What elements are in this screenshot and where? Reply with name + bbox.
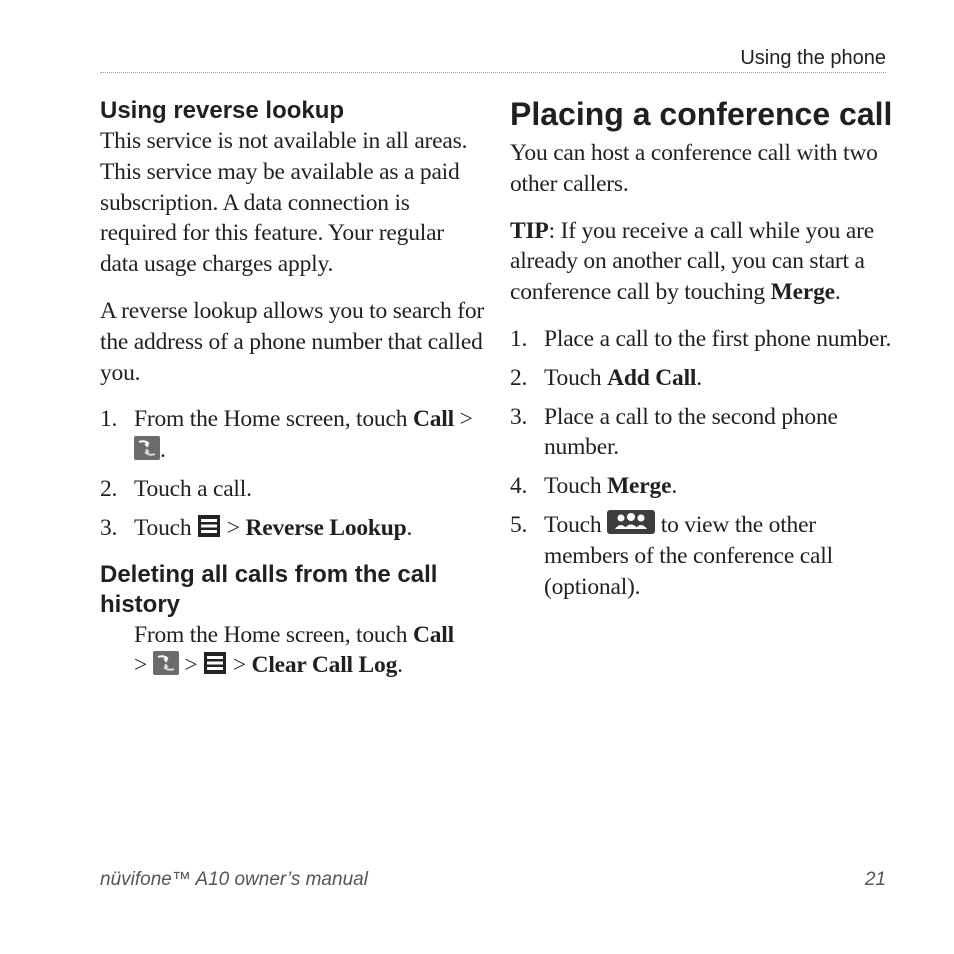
list-item: [510, 324, 895, 355]
step-number: 1.: [100, 406, 118, 433]
step-text: Touch: [134, 514, 198, 541]
conference-intro: You can host a conference call with two other callers.: [510, 140, 878, 197]
step-number: 2.: [100, 475, 118, 502]
step-text: Touch: [544, 511, 608, 538]
reverse-lookup-label: Reverse Lookup: [245, 514, 407, 541]
list-item: [100, 513, 485, 544]
step-text: Place a call to the second phone number.: [544, 403, 838, 461]
punctuation: .: [160, 437, 166, 464]
step-text: Touch: [544, 473, 608, 500]
merge-label: Merge: [770, 279, 835, 306]
reverse-lookup-steps: [100, 404, 485, 543]
punctuation: .: [406, 514, 413, 541]
right-column: [510, 96, 895, 618]
list-item: [100, 404, 485, 466]
call-history-icon: [153, 651, 179, 675]
merge-label: Merge: [607, 473, 672, 500]
clear-call-log-label: Clear Call Log: [251, 652, 398, 679]
reverse-lookup-description: A reverse lookup allows you to search for the address of a phone number that called you.: [100, 297, 485, 386]
step-number: 3.: [510, 403, 528, 430]
running-header: Using the phone: [740, 47, 886, 69]
punctuation: .: [834, 279, 841, 306]
conference-call-heading: Placing a conference call: [510, 96, 893, 132]
step-text: Touch: [544, 364, 608, 391]
list-item: [100, 474, 485, 505]
delete-history-heading: Deleting all calls from the call history: [100, 560, 438, 618]
reverse-lookup-heading: Using reverse lookup: [100, 97, 345, 124]
call-label: Call: [412, 406, 454, 433]
menu-icon: [197, 514, 221, 538]
punctuation: .: [397, 652, 403, 679]
manual-title: nüvifone™ A10 owner’s manual: [100, 869, 368, 890]
list-item: [510, 471, 895, 502]
step-number: 3.: [100, 514, 118, 541]
step-text: Touch a call.: [134, 475, 252, 502]
separator: >: [134, 652, 153, 679]
tip-text: : If you receive a call while you are already on another call, you can start a conference call by touching: [510, 217, 874, 306]
tip-label: TIP: [510, 217, 549, 244]
step-text: From the Home screen, touch: [134, 621, 413, 648]
tip-paragraph: [510, 216, 895, 308]
step-text: Place a call to the first phone number.: [544, 325, 892, 352]
separator: >: [221, 514, 246, 541]
list-item: [510, 510, 895, 602]
list-item: [510, 402, 895, 464]
punctuation: .: [671, 473, 677, 500]
header-divider: [100, 72, 886, 73]
separator: >: [453, 406, 473, 433]
list-item: [510, 363, 895, 394]
reverse-lookup-availability-text: This service is not available in all areas. This service may be available as a paid subscription. A data connection is required for this feature. Your regular data usage charges apply.: [100, 128, 468, 278]
step-number: 5.: [510, 511, 528, 538]
step-number: 2.: [510, 364, 528, 391]
call-history-icon: [134, 436, 160, 460]
step-number: 4.: [510, 473, 528, 500]
separator: >: [178, 652, 204, 679]
step-text: to view the other members of the conference call (optional).: [544, 511, 833, 600]
page-number: 21: [864, 869, 886, 890]
call-label: Call: [412, 621, 454, 648]
conference-members-icon: [607, 510, 655, 534]
step-text: From the Home screen, touch: [134, 406, 413, 433]
delete-history-instruction: [100, 620, 485, 682]
conference-steps: [510, 324, 895, 602]
left-column: [100, 96, 485, 697]
separator: >: [227, 652, 252, 679]
menu-icon: [203, 651, 227, 675]
step-number: 1.: [510, 325, 528, 352]
punctuation: .: [696, 364, 702, 391]
add-call-label: Add Call: [607, 364, 697, 391]
